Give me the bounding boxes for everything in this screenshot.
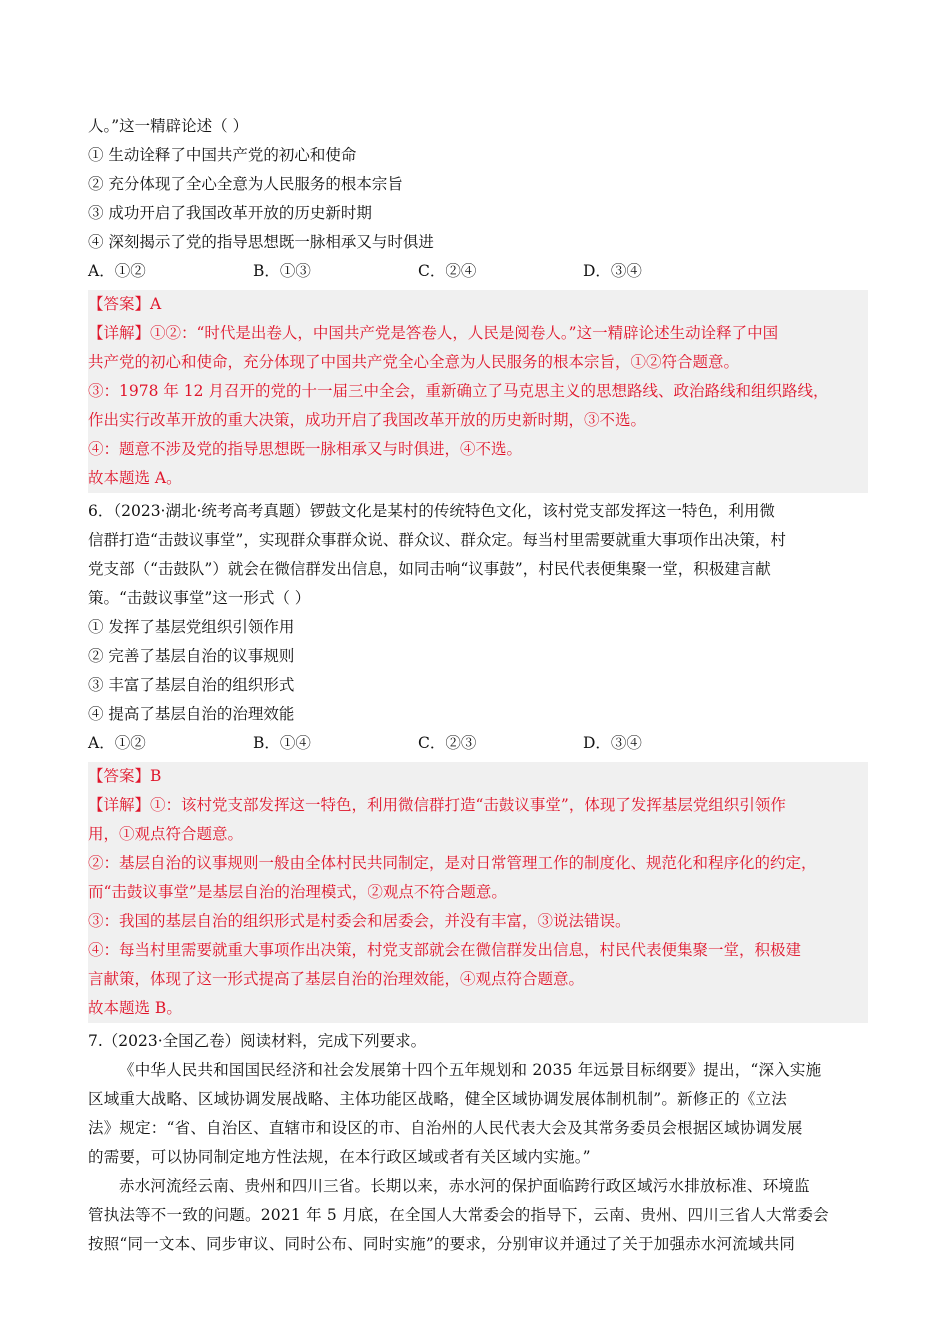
answer-label: 【答案】A [88,295,162,313]
statement-item: ④ 深刻揭示了党的指导思想既一脉相承又与时俱进 [88,233,434,251]
explanation-line: ②：基层自治的议事规则一般由全体村民共同制定，是对日常管理工作的制度化、规范化和程序化的约定， [88,854,817,872]
question-stem-line: 信群打造“击鼓议事堂”，实现群众事群众说、群众议、群众定。每当村里需要就重大事项作出决策，村 [88,531,786,549]
material-paragraph-2 [88,1172,868,1259]
statement-item: ② 充分体现了全心全意为人民服务的根本宗旨 [88,175,403,193]
option-d: D．③④ [583,262,642,280]
explanation-line: 用，①观点符合题意。 [88,825,244,843]
explanation-line: 共产党的初心和使命，充分体现了中国共产党全心全意为人民服务的根本宗旨，①②符合题意。 [88,353,740,371]
question-7 [88,1027,868,1259]
material-line: 赤水河流经云南、贵州和四川三省。长期以来，赤水河的保护面临跨行政区域污水排放标准、环境监 [119,1177,810,1195]
question-stem-end: 人。”这一精辟论述（ ） [88,117,249,135]
explanation-line: ③：1978 年 12 月召开的党的十一届三中全会，重新确立了马克思主义的思想路线、政治路线和组织路线， [88,382,829,400]
conclusion-line: 故本题选 B。 [88,999,182,1017]
statement-item: ① 发挥了基层党组织引领作用 [88,618,295,636]
document-page [88,112,868,1259]
question-stem-line: 策。“击鼓议事堂”这一形式（ ） [88,589,311,607]
material-line: 区域重大战略、区域协调发展战略、主体功能区战略，健全区域协调发展体制机制”。新修正的《立法 [88,1090,787,1108]
statement-item: ③ 丰富了基层自治的组织形式 [88,676,295,694]
explanation-line: 【详解】①②：“时代是出卷人，中国共产党是答卷人，人民是阅卷人。”这一精辟论述生动诠释了中国 [88,324,779,342]
explanation-line: ③：我国的基层自治的组织形式是村委会和居委会，并没有丰富，③说法错误。 [88,912,631,930]
question-stem-line: 6．（2023·湖北·统考高考真题）锣鼓文化是某村的传统特色文化，该村党支部发挥这一特色，利用微 [88,502,775,520]
question-stem-line: 党支部（“击鼓队”）就会在微信群发出信息，如同击响“议事鼓”，村民代表便集聚一堂，积极建言献 [88,560,771,578]
material-paragraph-1 [88,1056,868,1172]
material-line: 管执法等不一致的问题。2021 年 5 月底，在全国人大常委会的指导下，云南、贵州、四川三省人大常委会 [88,1206,829,1224]
material-line: 的需要，可以协同制定地方性法规，在本行政区域或者有关区域内实施。” [88,1148,591,1166]
explanation-line: ④：每当村里需要就重大事项作出决策，村党支部就会在微信群发出信息，村民代表便集聚一堂，积极建 [88,941,802,959]
answer-options [88,257,868,286]
explanation-line: ④：题意不涉及党的指导思想既一脉相承又与时俱进，④不选。 [88,440,523,458]
explanation-line: 而“击鼓议事堂”是基层自治的治理模式，②观点不符合题意。 [88,883,507,901]
option-d: D．③④ [583,734,642,752]
answer-block [88,290,868,493]
question-6 [88,497,868,1023]
option-c: C．②③ [418,734,477,752]
statement-item: ③ 成功开启了我国改革开放的历史新时期 [88,204,372,222]
material-line: 按照“同一文本、同步审议、同时公布、同时实施”的要求，分别审议并通过了关于加强赤水河流域共同 [88,1235,796,1253]
question-stem-line: 7.（2023·全国乙卷）阅读材料，完成下列要求。 [88,1032,427,1050]
statement-item: ② 完善了基层自治的议事规则 [88,647,295,665]
option-c: C．②④ [418,262,477,280]
answer-options [88,729,868,758]
option-a: A．①② [88,734,146,752]
option-a: A．①② [88,262,146,280]
option-b: B．①③ [253,262,311,280]
option-b: B．①④ [253,734,311,752]
explanation-line: 作出实行改革开放的重大决策，成功开启了我国改革开放的历史新时期，③不选。 [88,411,647,429]
statement-item: ① 生动诠释了中国共产党的初心和使命 [88,146,357,164]
question-5 [88,112,868,493]
explanation-line: 【详解】①：该村党支部发挥这一特色，利用微信群打造“击鼓议事堂”，体现了发挥基层党组织引领作 [88,796,786,814]
conclusion-line: 故本题选 A。 [88,469,182,487]
material-line: 法》规定：“省、自治区、直辖市和设区的市、自治州的人民代表大会及其常务委员会根据区域协调发展 [88,1119,803,1137]
answer-block [88,762,868,1023]
statement-item: ④ 提高了基层自治的治理效能 [88,705,295,723]
answer-label: 【答案】B [88,767,162,785]
material-line: 《中华人民共和国国民经济和社会发展第十四个五年规划和 2035 年远景目标纲要》提出，“深入实施 [119,1061,822,1079]
explanation-line: 言献策，体现了这一形式提高了基层自治的治理效能，④观点符合题意。 [88,970,585,988]
